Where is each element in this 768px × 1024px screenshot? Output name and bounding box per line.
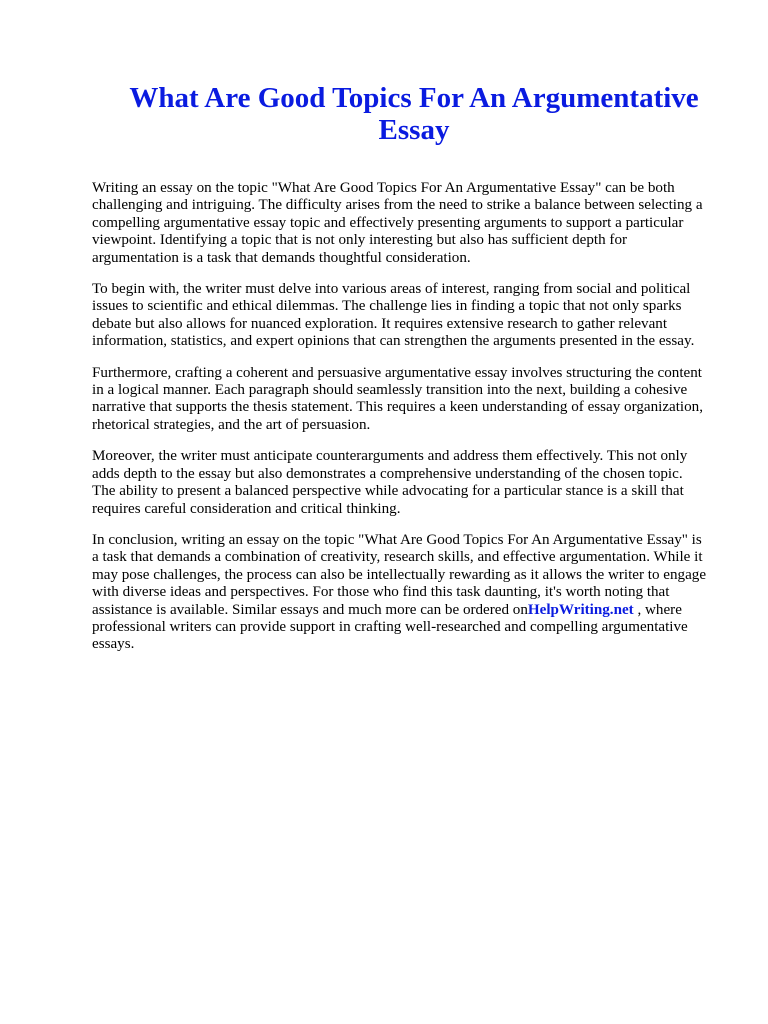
text-line: In conclusion, writing an essay on the topic "What Are Good Topics For An Argumentative Essay" is — [92, 531, 702, 548]
text-line: compelling argumentative essay topic and effectively presenting arguments to support a particular — [92, 214, 684, 231]
text-line: may pose challenges, the process can also be intellectually rewarding as it allows the writer to engage — [92, 566, 707, 583]
text-line: The ability to present a balanced perspective while advocating for a particular stance is a skill that — [92, 483, 684, 500]
text-line: narrative that supports the thesis statement. This requires a keen understanding of essay organization, — [92, 399, 703, 416]
text-line: rhetorical strategies, and the art of persuasion. — [92, 416, 371, 433]
text-line: information, statistics, and expert opinions that can strengthen the arguments presented in the essay. — [92, 333, 695, 350]
paragraph-conclusion — [92, 532, 732, 654]
text-line: professional writers can provide support in crafting well-researched and compelling argumentative — [92, 618, 688, 635]
text-line: with diverse ideas and perspectives. For those who find this task daunting, it's worth noting that — [92, 584, 670, 601]
text-line: assistance is available. Similar essays and much more can be ordered on — [92, 601, 528, 618]
paragraph-1 — [92, 180, 732, 267]
page-title — [60, 82, 768, 146]
text-line: issues to scientific and ethical dilemmas. The challenge lies in finding a topic that not only sparks — [92, 298, 682, 315]
text-line: adds depth to the essay but also demonstrates a comprehensive understanding of the chosen topic. — [92, 465, 683, 482]
page-title-line-2: Essay — [378, 114, 450, 146]
text-line: viewpoint. Identifying a topic that is not only interesting but also has sufficient depth for — [92, 232, 628, 249]
text-line: essays. — [92, 636, 135, 653]
text-line: debate but also allows for nuanced exploration. It requires extensive research to gather relevant — [92, 315, 668, 332]
text-line: a task that demands a combination of creativity, research skills, and effective argumentation. While it — [92, 549, 703, 566]
paragraph-4 — [92, 448, 732, 518]
paragraph-2 — [92, 281, 732, 351]
text-line: , where — [633, 601, 682, 618]
helpwriting-link[interactable]: HelpWriting.net — [527, 601, 634, 618]
text-line: To begin with, the writer must delve into various areas of interest, ranging from social and political — [92, 281, 691, 298]
paragraph-3 — [92, 365, 732, 435]
text-line: requires careful consideration and critical thinking. — [92, 500, 401, 517]
text-line: Moreover, the writer must anticipate counterarguments and address them effectively. This not only — [92, 448, 688, 465]
essay-body — [92, 180, 732, 668]
page-title-line-1: What Are Good Topics For An Argumentative — [129, 82, 699, 114]
text-line: Writing an essay on the topic "What Are Good Topics For An Argumentative Essay" can be both — [92, 180, 675, 196]
text-line: Furthermore, crafting a coherent and persuasive argumentative essay involves structuring the content — [92, 364, 702, 381]
text-line: in a logical manner. Each paragraph should seamlessly transition into the next, building a cohesive — [92, 382, 688, 399]
text-line: argumentation is a task that demands thoughtful consideration. — [92, 249, 471, 266]
text-line: challenging and intriguing. The difficulty arises from the need to strike a balance between selecting a — [92, 197, 703, 214]
